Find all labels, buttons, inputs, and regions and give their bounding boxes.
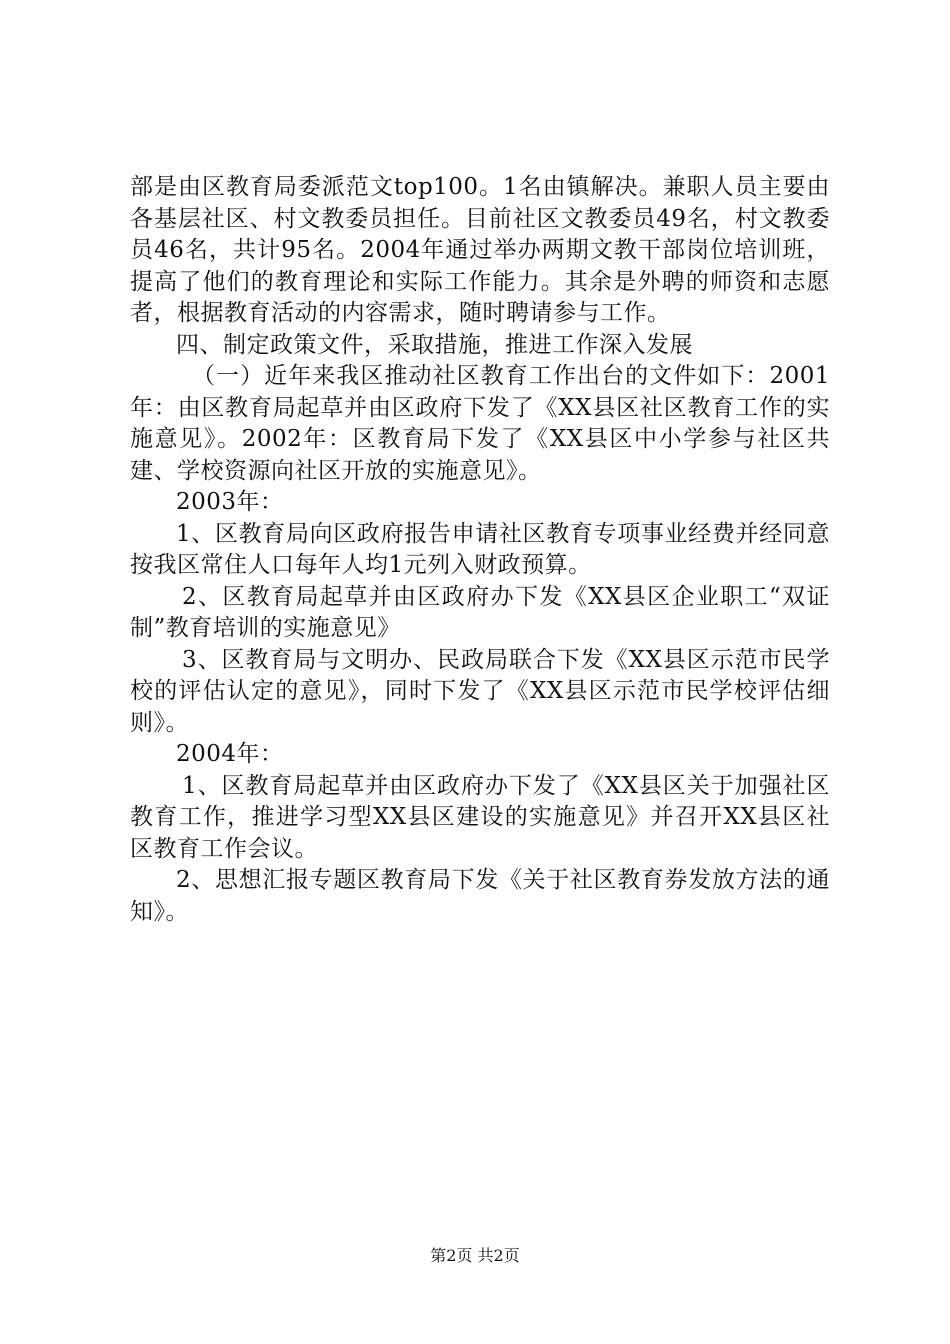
year-heading-2004: 2004年：	[176, 741, 284, 767]
list-item-2004-2: 2、思想汇报专题区教育局下发《关于社区教育券发放方法的通知》。	[130, 867, 830, 925]
list-item-2004-1: 1、区教育局起草并由区政府办下发了《XX县区关于加强社区教育工作，推进学习型XX县区建设的实施意见》并召开XX县区社区教育工作会议。	[130, 772, 830, 862]
year-heading-2003: 2003年：	[176, 489, 284, 515]
page-footer	[0, 1243, 950, 1266]
paragraph-staffing: 部是由区教育局委派范文top100。1名由镇解决。兼职人员主要由各基层社区、村文教委员担任。目前社区文教委员49名，村文教委员46名，共计95名。2004年通过举办两期文教干部岗位培训班，提高了他们的教育理论和实际工作能力。其余是外聘的师资和志愿者，根据教育活动的内容需求，随时聘请参与工作。	[130, 174, 830, 326]
page-number-label: 第2页 共2页	[430, 1246, 520, 1265]
paragraph-documents-intro: （一）近年来我区推动社区教育工作出台的文件如下：2001年：由区教育局起草并由区政府下发了《XX县区社区教育工作的实施意见》。2002年：区教育局下发了《XX县区中小学参与社区共建、学校资源向社区开放的实施意见》。	[130, 363, 830, 484]
list-item-2003-2: 2、区教育局起草并由区政府办下发《XX县区企业职工“双证制”教育培训的实施意见》	[130, 583, 830, 641]
list-item-2003-1: 1、区教育局向区政府报告申请社区教育专项事业经费并经同意按我区常住人口每年人均1元列入财政预算。	[130, 520, 830, 578]
document-body	[130, 172, 830, 928]
section-heading-policy: 四、制定政策文件，采取措施，推进工作深入发展	[176, 331, 693, 358]
list-item-2003-3: 3、区教育局与文明办、民政局联合下发《XX县区示范市民学校的评估认定的意见》，同时下发了《XX县区示范市民学校评估细则》。	[130, 646, 830, 736]
